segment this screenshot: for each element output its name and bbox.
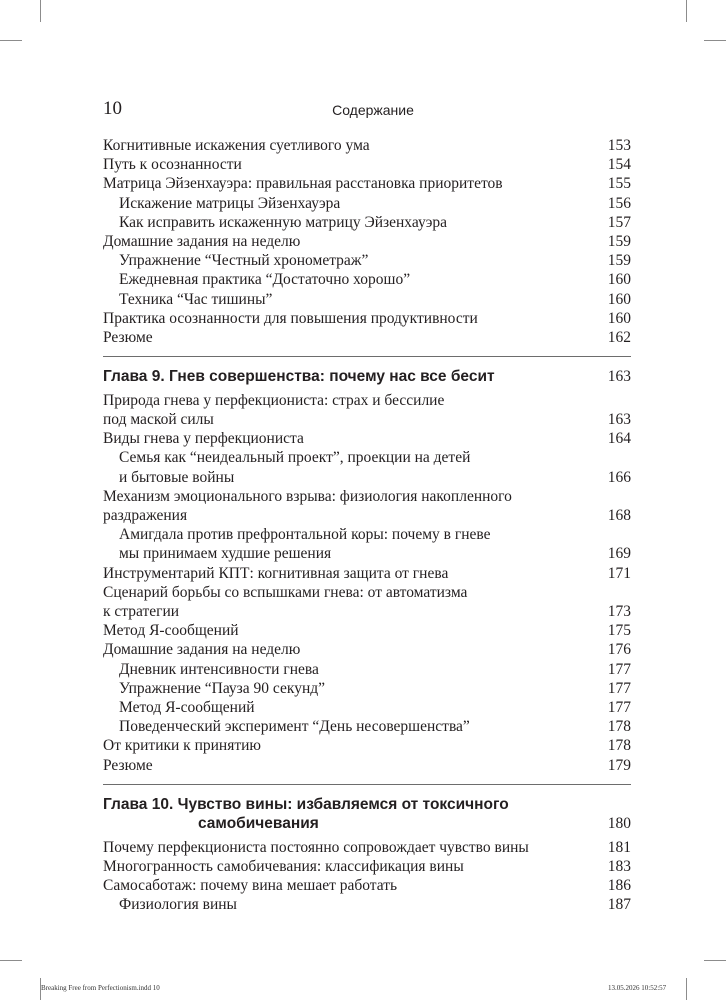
toc-entry-page: 168 — [607, 506, 631, 524]
toc-entry[interactable] — [103, 251, 631, 270]
toc-entry[interactable] — [103, 857, 631, 876]
toc-entry-page: 175 — [607, 622, 631, 640]
toc-entry-title — [103, 857, 607, 876]
toc-entry-title-line: Упражнение “Честный хронометраж” — [119, 252, 369, 270]
toc-intro-section — [103, 136, 631, 347]
toc-entry[interactable] — [103, 621, 631, 640]
chapter-title: Глава 9. Гнев совершенства: почему нас все бесит — [103, 368, 495, 386]
toc-entry[interactable] — [103, 525, 631, 563]
toc-entry-title — [103, 174, 607, 193]
toc-entry-title — [103, 232, 607, 251]
toc-entry-title — [103, 270, 607, 289]
toc-entry-page: 164 — [607, 430, 631, 448]
toc-entry-title-line: Упражнение “Пауза 90 секунд” — [119, 679, 326, 697]
toc-entry[interactable] — [103, 391, 631, 429]
toc-entry-title — [103, 698, 607, 717]
toc-entry-title-line: Путь к осознанности — [103, 156, 242, 174]
toc-entry-title — [103, 736, 607, 755]
crop-mark — [0, 960, 22, 961]
toc-entry-title — [103, 155, 607, 174]
toc-entry-title-line: Практика осознанности для повышения продуктивности — [103, 309, 478, 327]
toc-entry-page: 183 — [607, 858, 631, 875]
toc-entry-title-line: Природа гнева у перфекциониста: страх и бессилие — [103, 391, 445, 409]
toc-entry-page: 154 — [607, 156, 631, 174]
chapter-9-heading[interactable] — [103, 367, 631, 387]
toc-entry-title — [103, 429, 607, 448]
toc-entry-title-line: Механизм эмоционального взрыва: физиология накопленного — [103, 487, 512, 505]
toc-entry-title-line: Домашние задания на неделю — [103, 233, 301, 251]
toc-entry-title-line: Самосаботаж: почему вина мешает работать — [103, 877, 398, 895]
toc-entry-page: 177 — [607, 698, 631, 716]
toc-entry[interactable] — [103, 640, 631, 659]
print-slug-timestamp: 13.05.2026 10:52:57 — [608, 984, 667, 992]
toc-entry-title-line: Семья как “неидеальный проект”, проекции на детей — [119, 449, 471, 467]
toc-entry-title-line: Виды гнева у перфекциониста — [103, 430, 304, 448]
toc-entry-title-line: Почему перфекциониста постоянно сопровождает чувство вины — [103, 838, 529, 856]
toc-entry-page: 163 — [607, 410, 631, 428]
toc-entry-title — [103, 213, 607, 232]
page-header — [103, 98, 643, 124]
toc-entry-page: 159 — [607, 252, 631, 270]
toc-entry-title-line: Резюме — [103, 756, 153, 774]
toc-entry[interactable] — [103, 174, 631, 193]
toc-entry-title — [103, 640, 607, 659]
toc-entry-title-line: Домашние задания на неделю — [103, 641, 301, 659]
toc-entry-page: 160 — [607, 290, 631, 308]
crop-mark — [704, 960, 726, 961]
chapter-page: 180 — [607, 815, 631, 833]
toc-entry[interactable] — [103, 232, 631, 251]
toc-entry-title-line: Дневник интенсивности гнева — [119, 660, 319, 678]
toc-entry-title-line: Метод Я-сообщений — [103, 622, 239, 640]
toc-entry-title-continuation: раздражения — [103, 506, 188, 524]
toc-entry-title — [103, 136, 607, 155]
toc-entry-title — [103, 525, 607, 563]
toc-entry-title — [103, 194, 607, 213]
toc-entry[interactable] — [103, 895, 631, 914]
toc-entry-page: 160 — [607, 271, 631, 289]
toc-entry-page: 178 — [607, 737, 631, 755]
toc-entry[interactable] — [103, 155, 631, 174]
toc-entry-title — [103, 290, 607, 309]
toc-entry-title — [103, 309, 607, 328]
toc-entry-title-line: Многогранность самобичевания: классификация вины — [103, 858, 464, 875]
toc-entry-title-line: Амигдала против префронтальной коры: почему в гневе — [119, 526, 491, 544]
toc-entry[interactable] — [103, 309, 631, 328]
toc-entry-title — [103, 487, 607, 525]
print-slug-file: Breaking Free from Perfectionism.indd 10 — [41, 984, 160, 992]
toc-entry-page: 178 — [607, 718, 631, 736]
toc-entry[interactable] — [103, 736, 631, 755]
toc-entry-page: 159 — [607, 233, 631, 251]
toc-entry-page: 186 — [607, 877, 631, 895]
toc-entry[interactable] — [103, 328, 631, 347]
crop-mark — [686, 0, 687, 22]
chapter-9-entries — [103, 391, 631, 775]
toc-entry-page: 187 — [607, 896, 631, 914]
toc-entry[interactable] — [103, 679, 631, 698]
toc-entry-title-line: Сценарий борьбы со вспышками гнева: от автоматизма — [103, 583, 468, 601]
toc-entry-title — [103, 660, 607, 679]
toc-entry[interactable] — [103, 698, 631, 717]
chapter-10-heading[interactable] — [103, 795, 631, 834]
toc-entry-page: 155 — [607, 175, 631, 193]
toc-entry-page: 181 — [607, 838, 631, 856]
toc-entry-page: 162 — [607, 329, 631, 347]
toc-entry-page: 160 — [607, 309, 631, 327]
crop-mark — [40, 0, 41, 22]
toc-entry-title — [103, 251, 607, 270]
toc-entry[interactable] — [103, 838, 631, 857]
toc-entry-title-continuation: к стратегии — [103, 602, 180, 620]
toc-entry[interactable] — [103, 756, 631, 775]
toc-entry-title — [103, 564, 607, 583]
divider — [103, 784, 631, 785]
toc-entry-page: 156 — [607, 194, 631, 212]
toc-entry-title-continuation: мы принимаем худшие решения — [119, 545, 332, 563]
toc-entry-page: 179 — [607, 756, 631, 774]
running-title: Содержание — [332, 102, 414, 118]
divider — [103, 356, 631, 357]
toc-entry-title-line: Техника “Час тишины” — [119, 290, 273, 308]
crop-mark — [704, 40, 726, 41]
toc-entry[interactable] — [103, 583, 631, 621]
toc-entry[interactable] — [103, 136, 631, 155]
toc-entry-title-line: Как исправить искаженную матрицу Эйзенхауэра — [119, 213, 447, 231]
table-of-contents — [103, 136, 631, 915]
page-number: 10 — [103, 98, 122, 119]
toc-entry-page: 177 — [607, 660, 631, 678]
toc-entry-title — [103, 876, 607, 895]
toc-entry-title-line: Физиология вины — [119, 896, 237, 914]
toc-entry-title-line: Метод Я-сообщений — [119, 698, 255, 716]
toc-entry-page: 157 — [607, 213, 631, 231]
toc-entry-title — [103, 583, 607, 621]
toc-entry[interactable] — [103, 270, 631, 289]
toc-entry[interactable] — [103, 660, 631, 679]
chapter-10-entries — [103, 838, 631, 915]
toc-entry[interactable] — [103, 876, 631, 895]
crop-mark — [686, 978, 687, 1000]
toc-entry[interactable] — [103, 448, 631, 486]
toc-entry-page: 153 — [607, 137, 631, 154]
chapter-page: 163 — [607, 368, 631, 386]
toc-entry-title — [103, 895, 607, 914]
chapter-title — [103, 795, 608, 834]
toc-entry-title-continuation: под маской силы — [103, 410, 214, 428]
toc-entry[interactable] — [103, 213, 631, 232]
toc-entry-page: 173 — [607, 602, 631, 620]
chapter-title-line2: самобичевания — [198, 815, 319, 833]
toc-entry[interactable] — [103, 429, 631, 448]
toc-entry-title — [103, 391, 607, 429]
toc-entry-title-continuation: и бытовые войны — [119, 468, 235, 486]
toc-entry[interactable] — [103, 564, 631, 583]
toc-entry-title — [103, 717, 607, 736]
toc-entry-title-line: Матрица Эйзенхауэра: правильная расстановка приоритетов — [103, 175, 503, 193]
crop-mark — [0, 40, 22, 41]
toc-entry-page: 176 — [607, 641, 631, 659]
toc-entry-title-line: Искажение матрицы Эйзенхауэра — [119, 194, 341, 212]
chapter-title-line1: Глава 10. Чувство вины: избавляемся от токсичного — [103, 795, 509, 813]
toc-entry-title-line: От критики к принятию — [103, 737, 262, 755]
toc-entry-title — [103, 328, 607, 347]
toc-entry-title-line: Ежедневная практика “Достаточно хорошо” — [119, 271, 411, 289]
toc-entry-title — [103, 679, 607, 698]
toc-entry[interactable] — [103, 717, 631, 736]
toc-entry-page: 177 — [607, 679, 631, 697]
toc-entry[interactable] — [103, 487, 631, 525]
toc-entry-page: 171 — [607, 564, 631, 582]
toc-entry-title-line: Поведенческий эксперимент “День несовершенства” — [119, 718, 470, 736]
toc-entry-page: 169 — [607, 545, 631, 563]
toc-entry-title — [103, 621, 607, 640]
toc-entry-title — [103, 448, 607, 486]
toc-entry-title — [103, 756, 607, 775]
toc-entry-title — [103, 838, 607, 857]
toc-entry[interactable] — [103, 194, 631, 213]
toc-entry-title-line: Инструментарий КПТ: когнитивная защита от гнева — [103, 564, 449, 582]
toc-entry-title-line: Когнитивные искажения суетливого ума — [103, 137, 370, 154]
toc-entry-page: 166 — [607, 468, 631, 486]
toc-entry[interactable] — [103, 290, 631, 309]
toc-entry-title-line: Резюме — [103, 329, 153, 347]
